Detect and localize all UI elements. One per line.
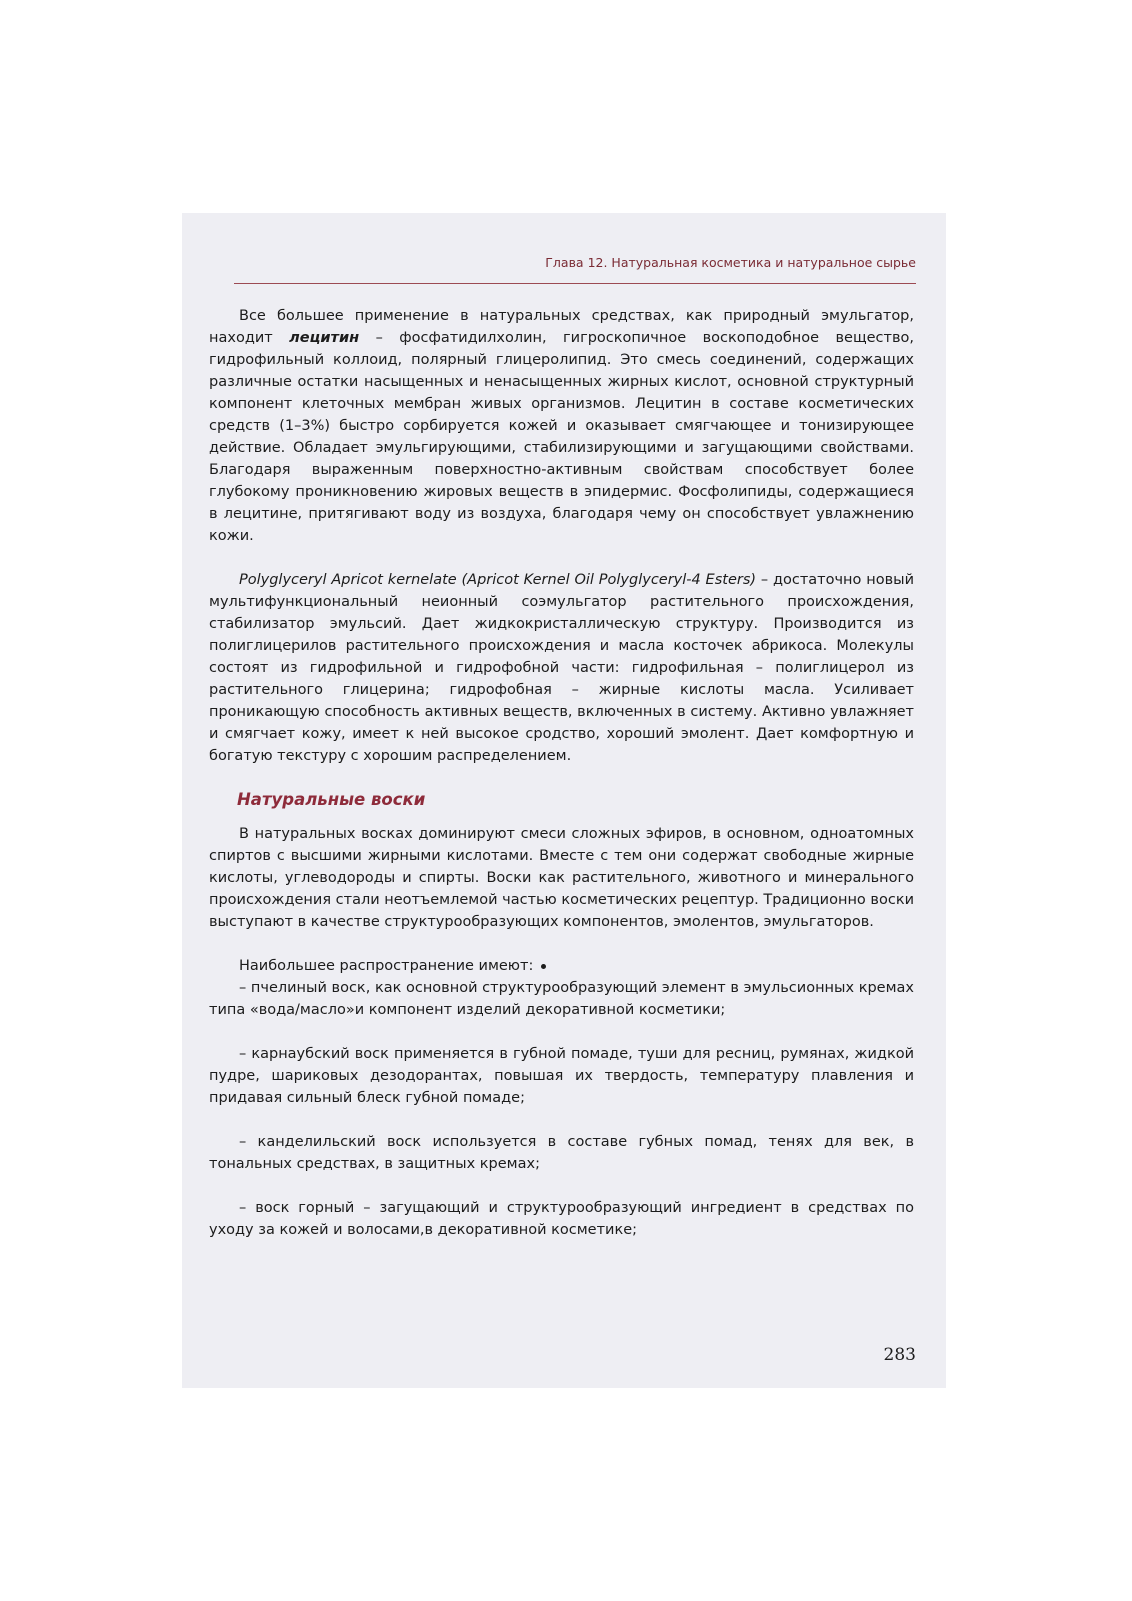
book-page (182, 213, 946, 1388)
paragraph-apricot (209, 569, 914, 767)
list-item-beeswax: – пчелиный воск, как основной структурообразующий элемент в эмульсионных кремах типа «вода/масло»и компонент изделий декоративной косметики; (209, 980, 914, 1018)
page-content (209, 305, 914, 1241)
list-item-carnauba: – карнаубский воск применяется в губной помаде, туши для ресниц, румянах, жидкой пудре, шариковых дезодорантах, повышая их твердость, температуру плавления и придавая сильный блеск губной помаде; (209, 1046, 914, 1106)
page-number: 283 (883, 1345, 916, 1365)
apricot-term: Polyglyceryl Apricot kernelate (Apricot Kernel Oil Polyglyceryl-4 Esters) (239, 572, 757, 588)
lecithin-term: лецитин (289, 330, 360, 346)
paragraph-lecithin (209, 305, 914, 547)
list-intro (209, 955, 914, 977)
bullet-dot-mark (541, 964, 546, 969)
list-item-candelilla: – канделильский воск используется в составе губных помад, тенях для век, в тональных средствах, в защитных кремах; (209, 1134, 914, 1172)
apricot-rest: – достаточно новый мультифункциональный неионный соэмульгатор растительного происхождения, стабилизатор эмульсий. Дает жидкокристаллическую структуру. Производится из полиглицерилов растительного происхождения и масла косточек абрикоса. Молекулы состоят из гидрофильной и гидрофобной части: гидрофильная – полиглицерол из растительного глицерина; гидрофобная – жирные кислоты масла. Усиливает проникающую способность активных веществ, включенных в систему. Активно увлажняет и смягчает кожу, имеет к ней высокое сродство, хороший эмолент. Дает комфортную и богатую текстуру с хорошим распределением. (209, 572, 914, 764)
running-header: Глава 12. Натуральная косметика и натуральное сырье (545, 255, 916, 270)
lecithin-lead: Все большее применение в натуральных средствах, как природный эмульгатор, находит (209, 308, 914, 346)
lecithin-rest: – фосфатидилхолин, гигроскопичное воскоподобное вещество, гидрофильный коллоид, полярный глицеролипид. Это смесь соединений, содержащих различные остатки насыщенных и ненасыщенных жирных кислот, основной структурный компонент клеточных мембран живых организмов. Лецитин в составе косметических средств (1–3%) быстро сорбируется кожей и оказывает смягчающее и тонизирующее действие. Обладает эмульгирующими, стабилизирующими и загущающими свойствами. Благодаря выраженным поверхностно-активным свойствам способствует более глубокому проникновению жировых веществ в эпидермис. Фосфолипиды, содержащиеся в лецитине, притягивают воду из воздуха, благодаря чему он способствует увлажнению кожи. (209, 330, 914, 544)
section-title-natural-waxes: Натуральные воски (237, 790, 426, 809)
paragraph-waxes-intro: В натуральных восках доминируют смеси сложных эфиров, в основном, одноатомных спиртов с высшими жирными кислотами. Вместе с тем они содержат свободные жирные кислоты, углеводороды и спирты. Воски как растительного, животного и минерального происхождения стали неотъемлемой частью косметических рецептур. Традиционно воски выступают в качестве структурообразующих компонентов, эмолентов, эмульгаторов. (209, 826, 914, 930)
header-rule (234, 283, 916, 284)
list-intro-text: Наибольшее распространение имеют: (239, 958, 534, 974)
list-item-mountain-wax: – воск горный – загущающий и структурообразующий ингредиент в средствах по уходу за кожей и волосами,в декоративной косметике; (209, 1200, 914, 1238)
